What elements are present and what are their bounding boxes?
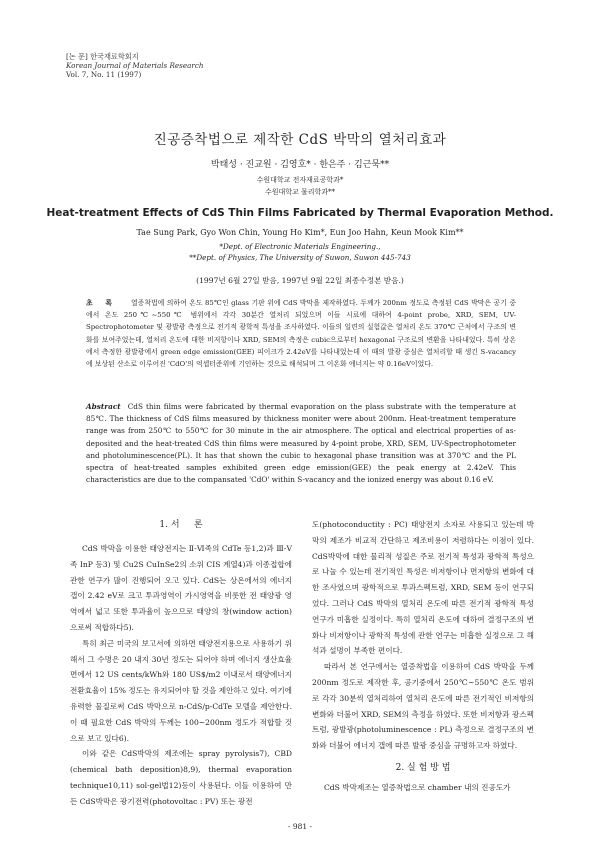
affiliations-en	[0, 241, 600, 263]
abstract-en-label: Abstract	[86, 402, 121, 411]
affiliation-en-1: *Dept. of Electronic Materials Engineering.,	[219, 242, 381, 251]
paper-title-en: Heat-treatment Effects of CdS Thin Films Fabricated by Thermal Evaporation Method.	[46, 207, 554, 219]
abstract-en-text: CdS thin films were fabricated by thermal evaporation on the plass substrate with the temperature at 85℃. The thickness of CdS films measured by thickness moniter were about 200nm. Heat-treatment temperature range was from 250℃ to 550℃ for 30 minute in the air atmosphere. The optical and electrical properties of as-deposited and the heat-treated CdS thin films were measured by 4-point probe, XRD, SEM, UV-Spectrophotometer and photoluminescence(PL). It has that shown the cubic to hexagonal phase transition was at 370℃ and the PL spectra of heat-treated samples exhibited green edge emission(GEE) the peak energy at 2.42eV. This characteristics are due to the compansated 'CdO' within S-vacancy and the ionized energy was about 0.16 eV.	[86, 402, 516, 485]
abstract-en	[86, 401, 516, 486]
paper-title-kr: 진공증착법으로 제작한 CdS 박막의 열처리효과	[153, 132, 447, 148]
section-heading-method: 2. 실 험 방 법	[395, 762, 451, 773]
intro-paragraph-1: CdS 박막을 이용한 태양전지는 Ⅱ-Ⅵ족의 CdTe 등1,2)과 Ⅲ-Ⅴ족 InP 등3) 및 Cu2S CuInSe2의 소위 CIS 계열4)과 이종접합에 관한 연구가 많이 진행되어 오고 있다. CdS는 상온에서의 에너지 갭이 2.42 eV로 크고 투과영역이 가시영역을 비롯한 전 태양광 영역에서 넓고 또한 투과율이 높으므로 태양의 창(window action)으로써 적합하다5).	[70, 544, 292, 632]
right-column	[312, 517, 534, 796]
page-number: - 981 -	[287, 822, 313, 831]
received-date: (1997년 6월 27일 받음, 1997년 9월 22일 최종수정본 받음.)	[196, 276, 404, 285]
journal-name-kr: [논 문] 한국재료학회지	[66, 52, 139, 61]
method-paragraph-1: CdS 박막제조는 열증착법으로 chamber 내의 진공도가	[324, 782, 511, 792]
authors-kr: 박태성 · 진교원 · 김영호* · 한은주 · 김근묵**	[210, 160, 390, 170]
abstract-kr-label: 초 록	[86, 299, 117, 307]
abstract-kr-text: 열증착법에 의하여 온도 85℃인 glass 기판 위에 CdS 박막을 제작하였다. 두께가 200nm 정도로 측정된 CdS 박막은 공기 중에서 온도 250℃~550℃ 범위에서 각각 30분간 열처리 되었으며 이들 시료에 대하여 4-point probe, XRD, SEM, UV-Spectrophotometer 및 광발광 측정으로 전기적 광학적 특성을 조사하였다. 이들의 일련의 실험값은 열처리 온도 370℃ 근처에서 구조의 변화를 보여주었는데, 열처리 온도에 대한 비저항이나 XRD, SEM의 측정은 cubic으로부터 hexagonal 구조로의 변환을 나타내었다. 특히 상온에서 측정한 광발광에서 green edge emission(GEE) 피이크가 2.42eV를 나타내었는데 이 때의 발광 중심은 열처리할 때 생긴 S-vacancy에 보상된 산소로 이루어진 'CdO'의 억셉터준위에 기인하는 것으로 해석되며 그 이온화 에너지는 약 0.16eV이었다.	[86, 299, 516, 369]
authors-en: Tae Sung Park, Gyo Won Chin, Young Ho Kim*, Eun Joo Hahn, Keun Mook Kim**	[136, 228, 464, 237]
right-paragraph-1: 도(photoconductity : PC) 태양전지 소자로 사용되고 있는데 박막의 제조가 비교적 간단하고 제조비용이 저렴하다는 이점이 있다. CdS박막에 대한 물리적 성질은 주로 전기적 특성과 광학적 특성으로 나눌 수 있는데 전기적인 특성은 비저항이나 면저항의 변화에 대한 조사였으며 광학적으로 투과스펙트럼, XRD, SEM 등이 연구되었다. 그러나 CdS 박막의 열처리 온도에 따른 전기적 광학적 특성 연구가 미흡한 실정이다. 특히 열처리 온도에 대하여 결정구조의 변화나 비저항이나 광학적 특성에 관한 연구는 미흡한 실정으로 그 해석과 설명이 부족한 편이다.	[312, 520, 534, 656]
journal-volume: Vol. 7, No. 11 (1997)	[66, 70, 142, 79]
affiliation-kr-2: 수원대학교 물리학과**	[264, 188, 336, 196]
intro-paragraph-2: 특히 최근 미국의 보고서에 의하면 태양전지용으로 사용하기 위해서 그 수명은 20 내지 30년 정도는 되어야 하며 에너지 생산효율면에서 12 US cents/kWh와 180 US$/m2 이내로서 태양에너지 전환효율이 15% 정도는 유지되어야 할 것을 제안하고 있다. 여기에 유력한 물질로써 CdS 박막으로 n-CdS/p-CdTe 모델을 제안한다. 이 때 필요한 CdS 박막의 두께는 100~200nm 정도가 적합할 것으로 보고 있다6).	[70, 638, 292, 743]
journal-name-en: Korean Journal of Materials Research	[66, 61, 204, 70]
affiliation-kr-1: 수원대학교 전자재료공학과*	[256, 176, 344, 184]
journal-header	[66, 52, 204, 79]
intro-paragraph-3: 이와 같은 CdS박막의 제조에는 spray pyrolysis7), CBD (chemical bath deposition)8,9), thermal evaporation technique10,11) sol-gel법12)등이 사용된다. 이들 이용하여 만든 CdS박막은 광기전력(photovoltac : PV) 또는 광전	[70, 749, 292, 806]
affiliation-en-2: **Dept. of Physics, The University of Suwon, Suwon 445-743	[189, 253, 411, 262]
abstract-kr	[86, 297, 516, 370]
affiliations-kr	[0, 174, 600, 198]
left-column	[70, 517, 292, 810]
right-paragraph-2: 따라서 본 연구에서는 열증착법을 이용하여 CdS 박막을 두께 200nm 정도로 제작한 후, 공기중에서 250℃~550℃ 온도 범위로 각각 30분씩 열처리하여 열처리 온도에 따른 전기적인 비저항의 변화와 더불어 XRD, SEM의 측정을 하였다. 또한 비저항과 광스펙트럼, 광발광(photoluminescence : PL) 측정으로 결정구조의 변화와 더불어 에너지 갭에 따른 발광 중심을 규명하고자 하였다.	[312, 662, 534, 751]
section-heading-intro: 1. 서 론	[159, 520, 203, 530]
